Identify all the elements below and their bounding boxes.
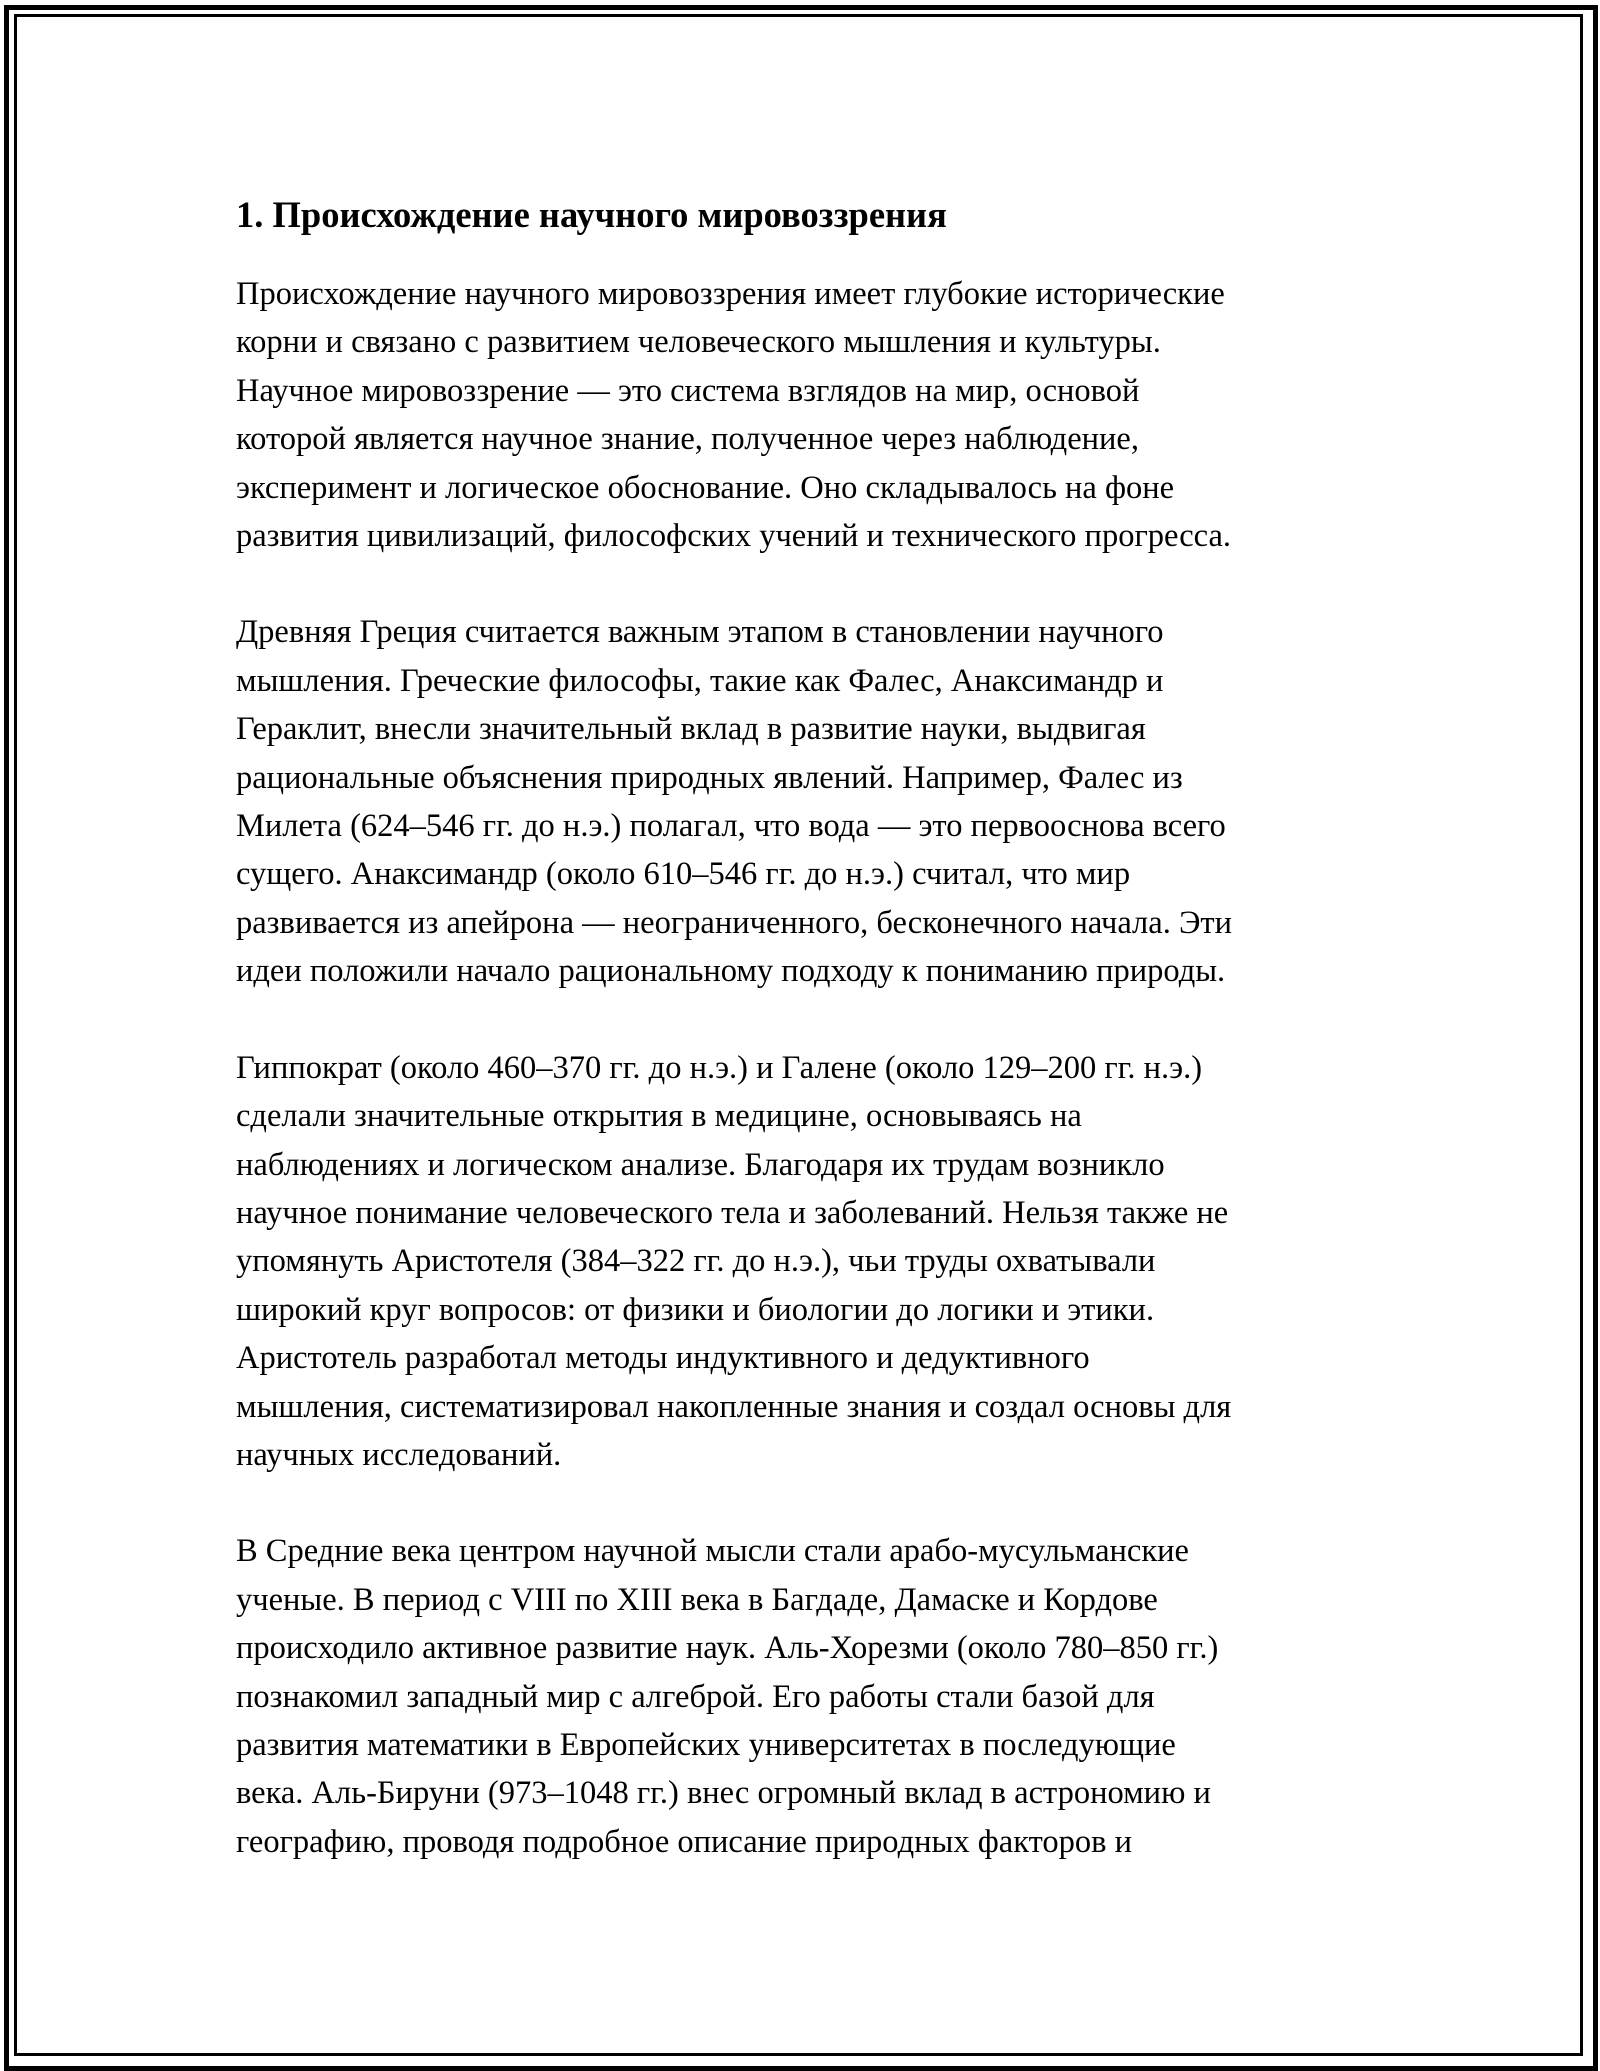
text-line: происходило активное развитие наук. Аль-Хорезми (около 780–850 гг.) [236,1630,1219,1667]
text-line: Аристотель разработал методы индуктивного и дедуктивного [236,1340,1090,1377]
text-line: века. Аль-Бируни (973–1048 гг.) внес огромный вклад в астрономию и [236,1775,1211,1812]
text-line: рациональные объяснения природных явлений. Например, Фалес из [236,759,1183,796]
text-line: развития цивилизаций, философских учений и технического прогресса. [236,518,1232,555]
text-line: ученые. В период с VIII по XIII века в Багдаде, Дамаске и Кордове [236,1581,1158,1618]
text-line: Древняя Греция считается важным этапом в становлении научного [236,614,1164,651]
text-line: эксперимент и логическое обоснование. Оно складывалось на фоне [236,469,1175,506]
text-line: Гераклит, внесли значительный вклад в развитие науки, выдвигая [236,711,1146,748]
text-line: наблюдениях и логическом анализе. Благодаря их трудам возникло [236,1146,1165,1183]
text-line: Научное мировоззрение — это система взглядов на мир, основой [236,372,1140,409]
text-line: Милета (624–546 гг. до н.э.) полагал, что вода — это первооснова всего [236,808,1226,845]
text-line: корни и связано с развитием человеческого мышления и культуры. [236,324,1161,361]
text-line: географию, проводя подробное описание природных факторов и [236,1823,1132,1860]
text-line: Происхождение научного мировоззрения имеет глубокие исторические [236,276,1225,312]
text-line: сущего. Анаксимандр (около 610–546 гг. до н.э.) считал, что мир [236,856,1131,893]
text-line: упомянуть Аристотеля (384–322 гг. до н.э.), чьи труды охватывали [236,1243,1156,1280]
text-line: широкий круг вопросов: от физики и биологии до логики и этики. [236,1291,1155,1328]
text-line: которой является научное знание, полученное через наблюдение, [236,421,1139,458]
paragraph-medicine-aristotle [236,1044,1386,1480]
text-line: научное понимание человеческого тела и заболеваний. Нельзя также не [236,1194,1229,1231]
text-line: идеи положили начало рациональному подходу к пониманию природы. [236,953,1226,990]
document-body [236,186,1386,1914]
text-line: познакомил западный мир с алгеброй. Его работы стали базой для [236,1678,1155,1715]
text-line: сделали значительные открытия в медицине, основываясь на [236,1098,1082,1135]
paragraph-middle-ages [236,1527,1386,1866]
text-line: развития математики в Европейских университетах в последующие [236,1726,1176,1763]
text-line: В Средние века центром научной мысли стали арабо-мусульманские [236,1533,1189,1570]
paragraph-origins [236,270,1386,560]
paragraph-ancient-greece [236,608,1386,995]
text-line: развивается из апейрона — неограниченного, бесконечного начала. Эти [236,904,1232,941]
text-line: Гиппократ (около 460–370 гг. до н.э.) и Галене (около 129–200 гг. н.э.) [236,1049,1203,1086]
section-heading: 1. Происхождение научного мировоззрения [236,194,947,235]
text-line: научных исследований. [236,1436,562,1473]
text-line: мышления, систематизировал накопленные знания и создал основы для [236,1388,1232,1425]
text-line: мышления. Греческие философы, такие как Фалес, Анаксимандр и [236,662,1164,699]
